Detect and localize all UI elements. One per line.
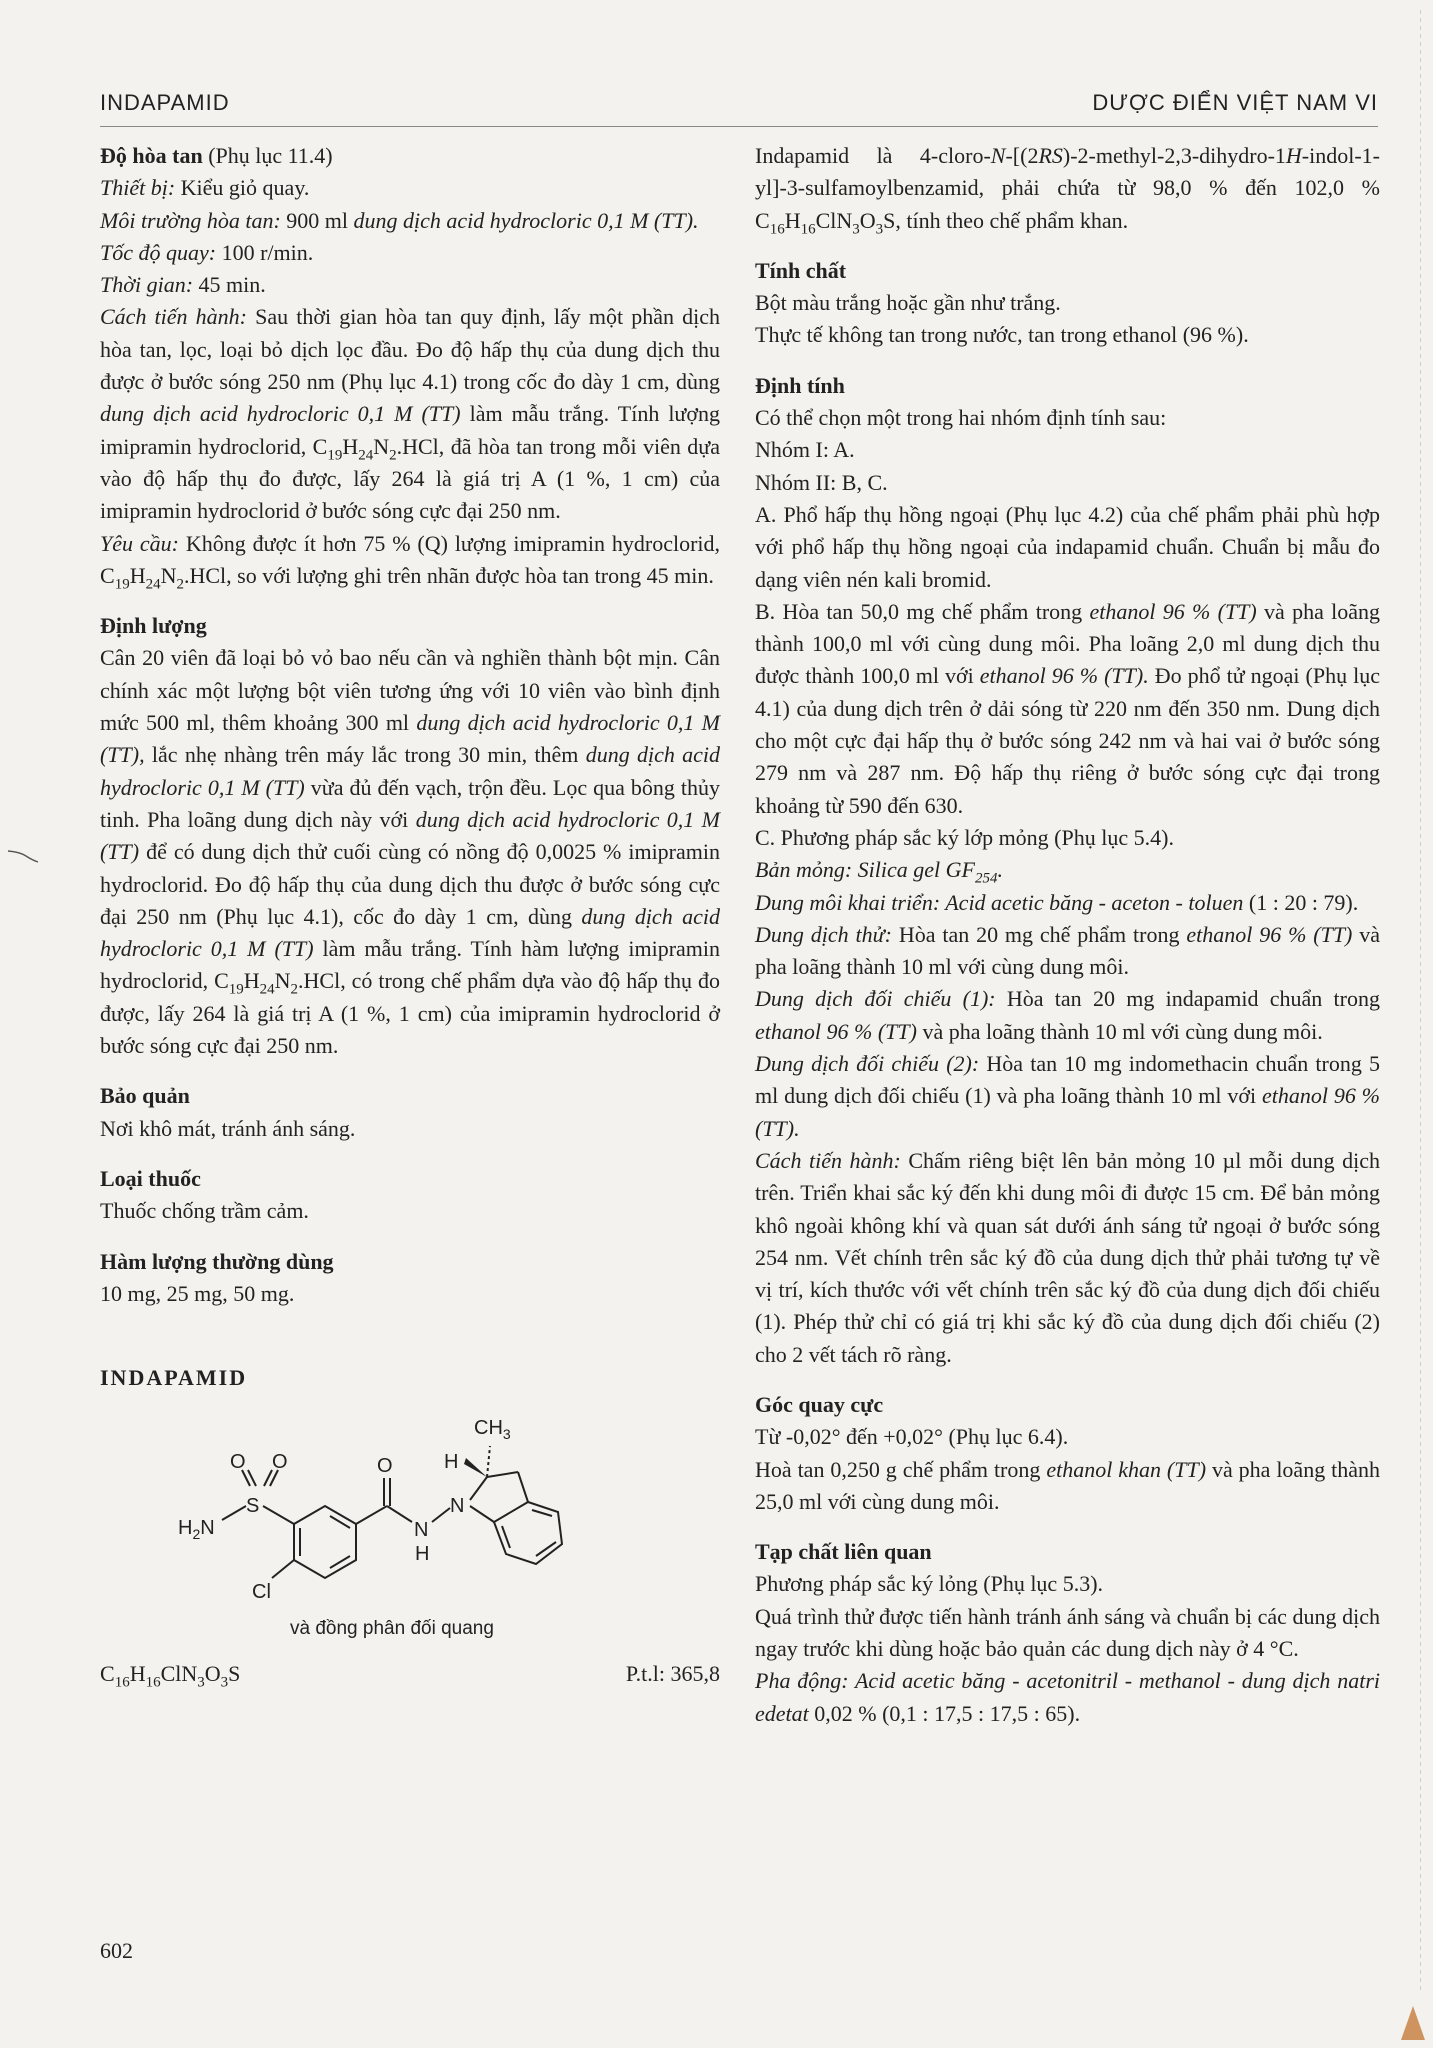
- structure-n-label: N: [450, 1495, 465, 1518]
- molecular-weight: P.t.l: 365,8: [625, 1660, 720, 1686]
- structure-s-label: S: [246, 1495, 260, 1518]
- structure-h2n-label: $H_2N$: [178, 1517, 215, 1543]
- dissolution-medium: Môi trường hòa tan: 900 ml dung dịch acid hydrocloric 0,1 M (TT).: [100, 207, 699, 233]
- properties-line-1: Bột màu trắng hoặc gần như trắng.: [755, 290, 1061, 316]
- section-optical-rotation: [755, 1389, 1380, 1518]
- rotation-line-2: Hoà tan 0,250 g chế phẩm trong ethanol khan (TT) và pha loãng thành 25,0 ml với cùng dung môi.: [755, 1456, 1380, 1514]
- storage-heading: Bảo quản: [100, 1083, 190, 1109]
- structure-nh-h-label: H: [415, 1543, 430, 1566]
- impurities-line-2: Quá trình thử được tiến hành tránh ánh sáng và chuẩn bị các dung dịch ngay trước khi dùng hoặc bảo quản các dung dịch này ở 4 °C.: [755, 1603, 1380, 1662]
- properties-line-2: Thực tế không tan trong nước, tan trong ethanol (96 %).: [755, 322, 1249, 348]
- indapamide-structure-diagram: [100, 1402, 720, 1642]
- monograph-title: INDAPAMID: [100, 1365, 248, 1391]
- identification-group-1: Nhóm I: A.: [755, 437, 855, 463]
- identification-heading: Định tính: [755, 372, 845, 398]
- dissolution-heading: Độ hòa tan (Phụ lục 11.4): [100, 143, 333, 168]
- dissolution-requirement: Yêu cầu: Không được ít hơn 75 % (Q) lượng imipramin hydroclorid, $C_{19}H_{24}N_2.HCl$, so với lượng ghi trên nhãn được hòa tan trong 45 min.: [100, 530, 721, 593]
- right-column: [755, 140, 1380, 1730]
- category-text: Thuốc chống trầm cảm.: [100, 1198, 309, 1224]
- identification-intro: Có thể chọn một trong hai nhóm định tính sau:: [755, 405, 1167, 431]
- structure-cl-label: Cl: [252, 1581, 271, 1604]
- impurities-mobile-phase: Pha động: Acid acetic băng - acetonitril - methanol - dung dịch natri edetat 0,02 % (0,1 : 17,5 : 17,5 : 65).: [755, 1668, 1380, 1726]
- tlc-reference-solution-1: Dung dịch đối chiếu (1): Hòa tan 20 mg indapamid chuẩn trong ethanol 96 % (TT) và pha loãng thành 10 ml với cùng dung môi.: [755, 986, 1380, 1044]
- structure-caption: và đồng phân đối quang: [290, 1618, 494, 1640]
- page-number: 602: [100, 1938, 133, 1963]
- storage-text: Nơi khô mát, tránh ánh sáng.: [100, 1115, 356, 1141]
- molecular-formula: $C_{16}H_{16}ClN_3O_3S$: [100, 1660, 241, 1691]
- dissolution-time: Thời gian: 45 min.: [100, 272, 266, 298]
- margin-pen-mark: [6, 848, 40, 864]
- rotation-line-1: Từ -0,02° đến +0,02° (Phụ lục 6.4).: [755, 1424, 1069, 1450]
- identification-group-2: Nhóm II: B, C.: [755, 469, 888, 495]
- tlc-plate: Bản mỏng: Silica gel $GF_{254}$.: [755, 857, 1003, 887]
- rotation-heading: Góc quay cực: [755, 1391, 884, 1417]
- structure-ch3-label: $CH_3$: [474, 1417, 511, 1443]
- section-dissolution: [100, 140, 720, 592]
- assay-text: Cân 20 viên đã loại bỏ vỏ bao nếu cần và nghiền thành bột mịn. Cân chính xác một lượng bột viên tương ứng với 10 viên vào bình định mức 500 ml, thêm khoảng 300 ml dung dịch acid hydrocloric 0,1 M (TT), lắc nhẹ nhàng trên máy lắc trong 30 min, thêm dung dịch acid hydrocloric 0,1 M (TT) vừa đủ đến vạch, trộn đều. Lọc qua bông thủy tinh. Pha loãng dung dịch này với dung dịch acid hydrocloric 0,1 M (TT) để có dung dịch thử cuối cùng có nồng độ 0,0025 % imipramin hydroclorid. Đo độ hấp thụ của dung dịch thu được ở bước sóng cực đại 250 nm (Phụ lục 4.1), cốc đo dày 1 cm, dùng dung dịch acid hydrocloric 0,1 M (TT) làm mẫu trắng. Tính hàm lượng imipramin hydroclorid, $C_{19}H_{24}N_2.HCl$, có trong chế phẩm dựa vào độ hấp thụ đo được, lấy 264 là giá trị A (1 %, 1 cm) của imipramin hydroclorid ở bước sóng cực đại 250 nm.: [100, 645, 721, 1059]
- structure-o2-label: O: [272, 1451, 288, 1474]
- section-properties: [755, 255, 1380, 352]
- tlc-reference-solution-2: Dung dịch đối chiếu (2): Hòa tan 10 mg indomethacin chuẩn trong 5 ml dung dịch đối chiếu (1) và pha loãng thành 10 ml với ethanol 96 % (TT).: [755, 1051, 1381, 1141]
- structure-o1-label: O: [230, 1451, 246, 1474]
- header-monograph-name: INDAPAMID: [100, 90, 230, 115]
- dissolution-speed: Tốc độ quay: 100 r/min.: [100, 239, 314, 265]
- definition-text: Indapamid là 4-cloro-N-[(2RS)-2-methyl-2,3-dihydro-1H-indol-1-yl]-3-sulfamoylbenzamid, phải chứa từ 98,0 % đến 102,0 % $C_{16}H_{16}ClN_3O_3S$, tính theo chế phẩm khan.: [755, 143, 1380, 237]
- identification-test-c: C. Phương pháp sắc ký lớp mỏng (Phụ lục 5.4).: [755, 824, 1174, 850]
- binding-edge-line: [1420, 10, 1421, 1990]
- structure-nh-n-label: N: [414, 1519, 429, 1542]
- impurities-heading: Tạp chất liên quan: [755, 1539, 932, 1565]
- molecular-formula-line: [100, 1658, 720, 1692]
- section-related-substances: [755, 1536, 1380, 1730]
- tlc-solvent: Dung môi khai triển: Acid acetic băng - aceton - toluen (1 : 20 : 79).: [755, 889, 1359, 915]
- dissolution-procedure: Cách tiến hành: Sau thời gian hòa tan quy định, lấy một phần dịch hòa tan, lọc, loại bỏ dịch lọc đầu. Đo độ hấp thụ của dung dịch thu được ở bước sóng 250 nm (Phụ lục 4.1) trong cốc đo dày 1 cm, dùng dung dịch acid hydrocloric 0,1 M (TT) làm mẫu trắng. Tính lượng imipramin hydroclorid, $C_{19}H_{24}N_2.HCl$, đã hòa tan trong mỗi viên dựa vào độ hấp thụ đo được, lấy 264 là giá trị A (1 %, 1 cm) của imipramin hydroclorid ở bước sóng cực đại 250 nm.: [100, 304, 721, 524]
- impurities-line-1: Phương pháp sắc ký lỏng (Phụ lục 5.3).: [755, 1571, 1104, 1597]
- section-assay: [100, 610, 720, 1062]
- tlc-test-solution: Dung dịch thử: Hòa tan 20 mg chế phẩm trong ethanol 96 % (TT) và pha loãng thành 10 ml với cùng dung môi.: [755, 921, 1381, 980]
- header-book-title: DƯỢC ĐIỂN VIỆT NAM VI: [1092, 90, 1378, 115]
- identification-test-b: B. Hòa tan 50,0 mg chế phẩm trong ethanol 96 % (TT) và pha loãng thành 100,0 ml với cùng dung môi. Pha loãng 2,0 ml dung dịch thu được thành 100,0 ml với ethanol 96 % (TT). Đo phổ tử ngoại (Phụ lục 4.1) của dung dịch trên ở dải sóng từ 220 nm đến 350 nm. Dung dịch cho một cực đại hấp thụ ở bước sóng 242 nm và hai vai ở bước sóng 279 nm và 287 nm. Độ hấp thụ riêng ở bước sóng cực đại trong khoảng từ 590 đến 630.: [755, 598, 1381, 818]
- tlc-procedure: Cách tiến hành: Chấm riêng biệt lên bản mỏng 10 µl mỗi dung dịch trên. Triển khai sắc ký đến khi dung môi đi được 15 cm. Để bản mỏng khô ngoài không khí và quan sát dưới ánh sáng tử ngoại ở bước sóng 254 nm. Vết chính trên sắc ký đồ của dung dịch thử phải tương tự về vị trí, kích thước với vết chính trên sắc ký đồ của dung dịch đối chiếu (1). Phép thử chỉ có giá trị khi sắc ký đồ của dung dịch đối chiếu (2) cho 2 vết tách rõ ràng.: [755, 1147, 1380, 1367]
- dissolution-apparatus: Thiết bị: Kiểu giỏ quay.: [100, 175, 310, 201]
- section-storage: [100, 1080, 720, 1145]
- section-strength: [100, 1246, 720, 1311]
- section-definition: [755, 140, 1380, 237]
- strength-heading: Hàm lượng thường dùng: [100, 1248, 334, 1274]
- properties-heading: Tính chất: [755, 257, 847, 283]
- structure-o3-label: O: [377, 1455, 393, 1478]
- page-header: [100, 86, 1378, 127]
- strength-text: 10 mg, 25 mg, 50 mg.: [100, 1280, 295, 1306]
- assay-heading: Định lượng: [100, 613, 207, 639]
- structure-h-label: H: [444, 1451, 459, 1474]
- left-column: [100, 140, 720, 1692]
- section-identification: [755, 370, 1380, 1371]
- section-category: [100, 1163, 720, 1228]
- category-heading: Loại thuốc: [100, 1165, 201, 1191]
- corner-mark-icon: [1399, 2002, 1427, 2042]
- identification-test-a: A. Phổ hấp thụ hồng ngoại (Phụ lục 4.2) của chế phẩm phải phù hợp với phổ hấp thụ hồng ngoại của indapamid chuẩn. Chuẩn bị mẫu đo dạng viên nén kali bromid.: [755, 501, 1380, 592]
